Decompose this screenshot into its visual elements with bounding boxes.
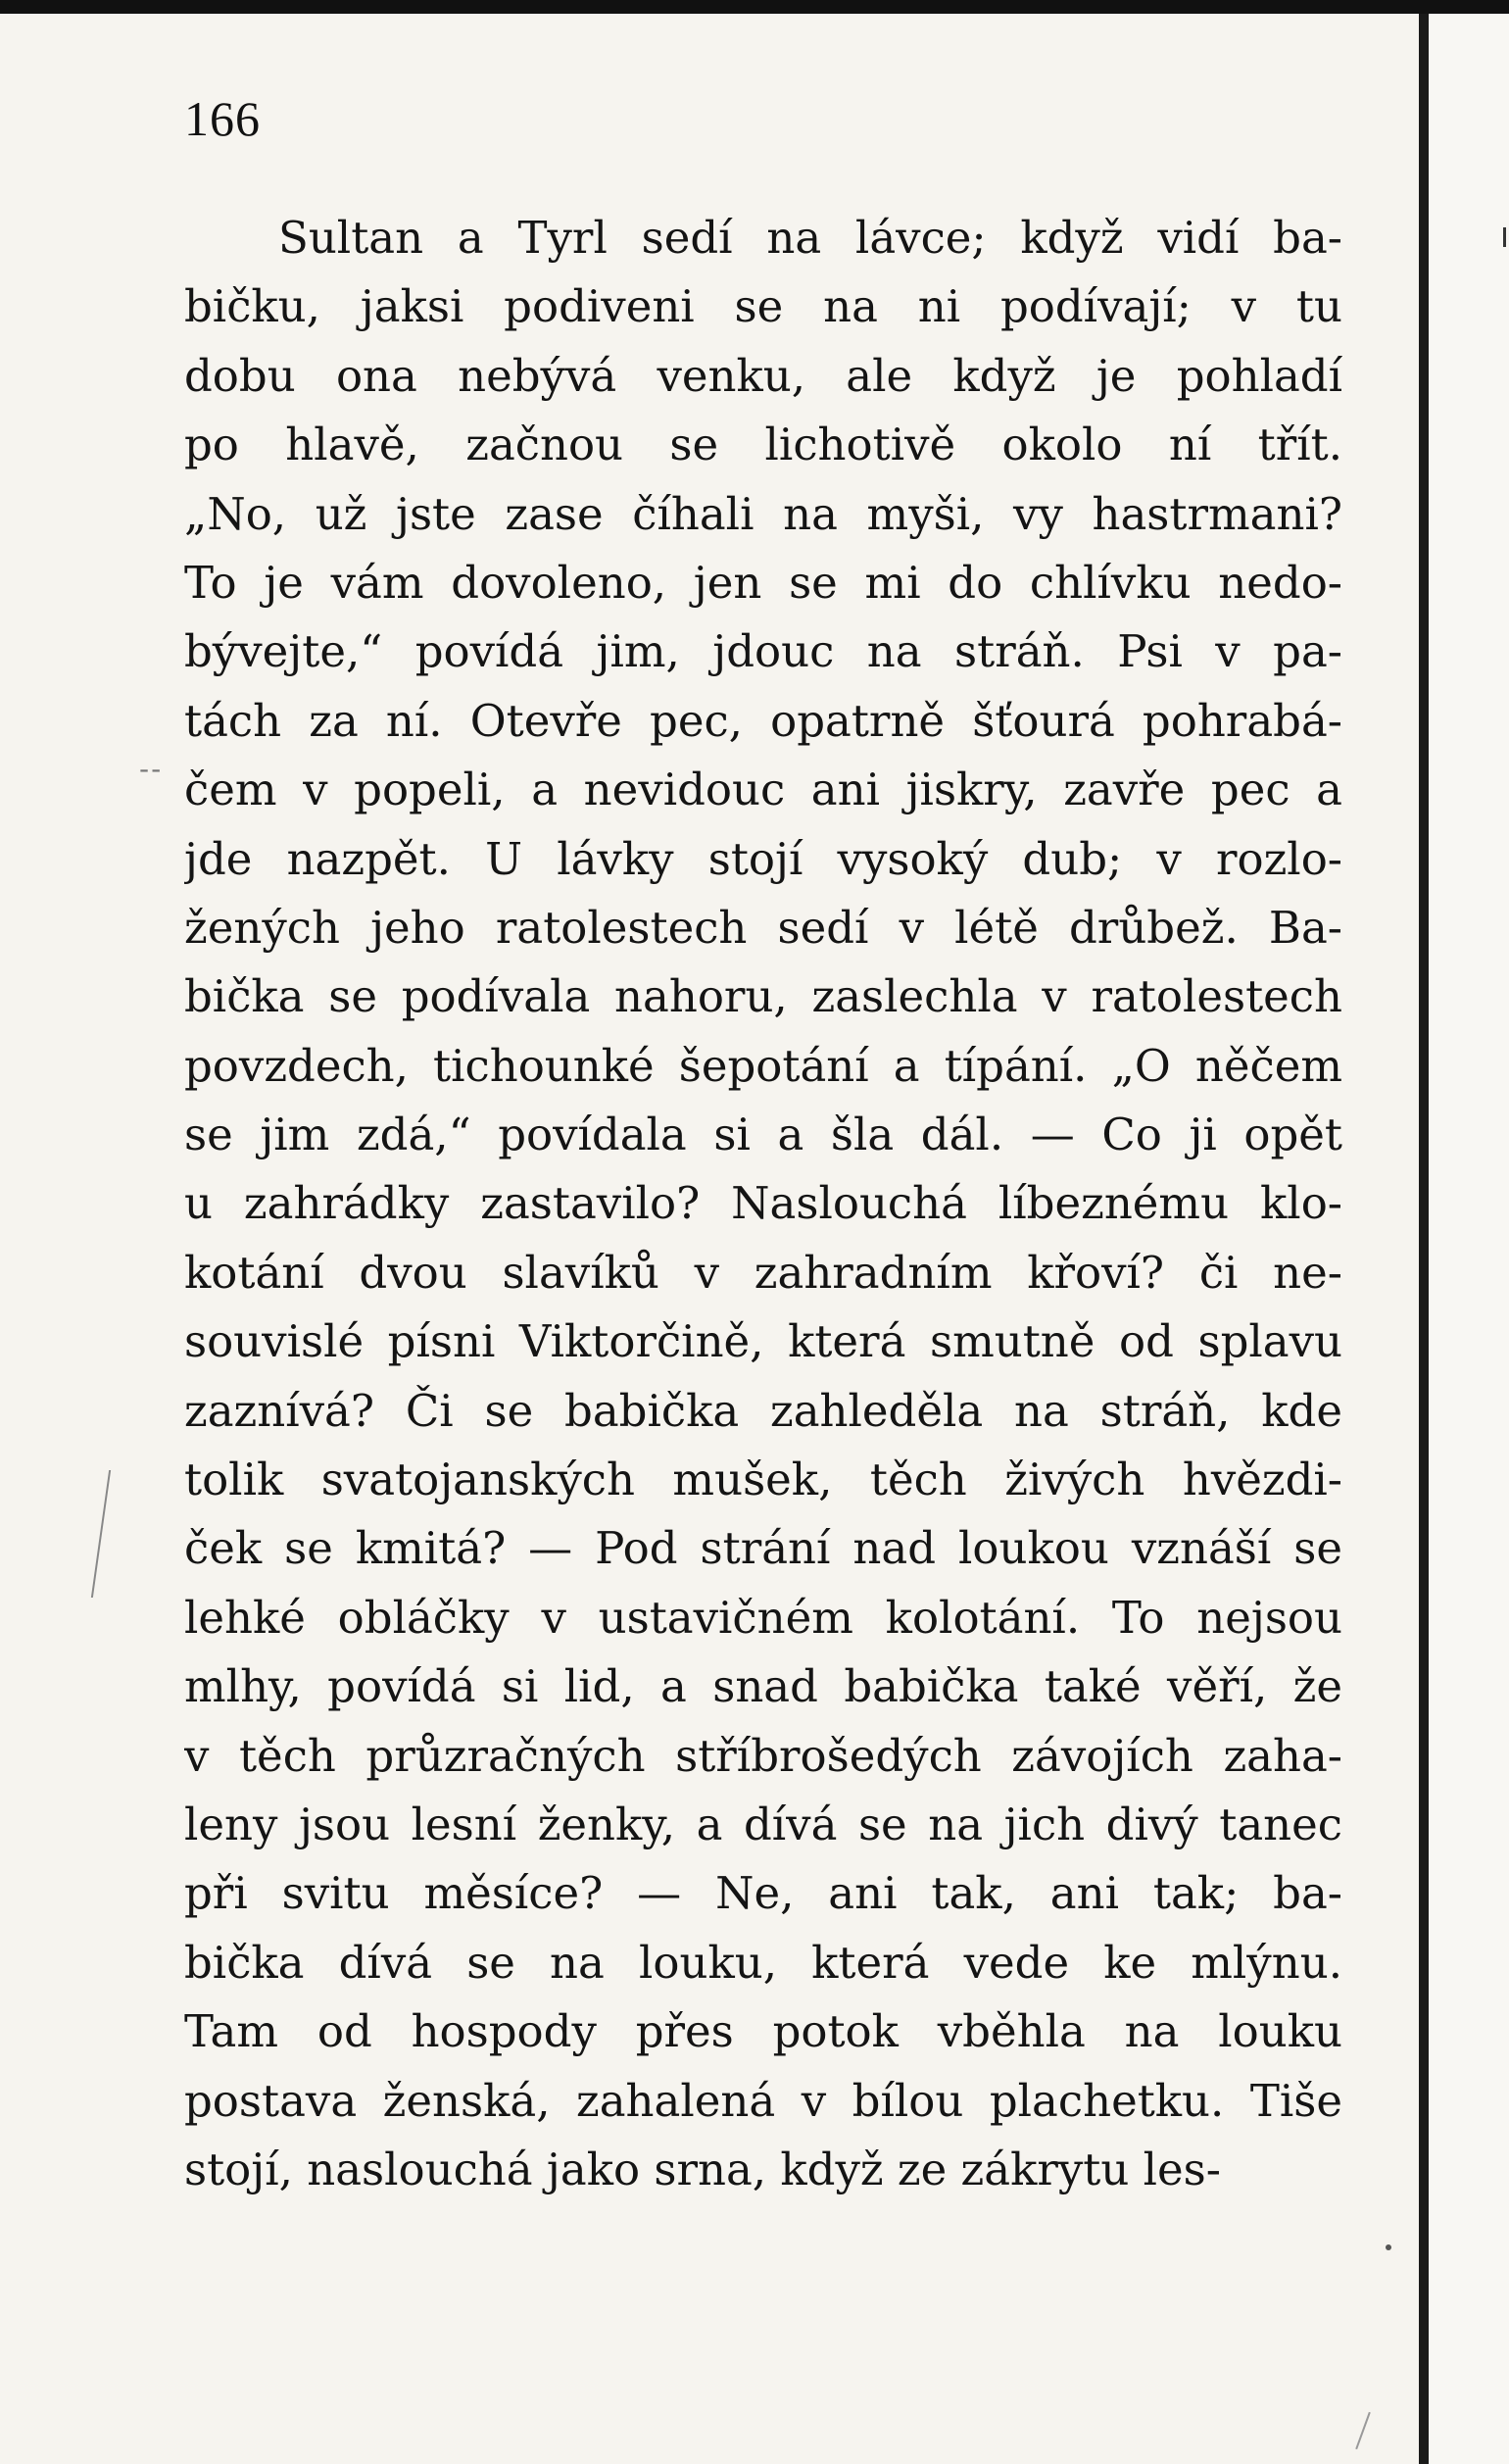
text-line: kotání dvou slavíků v zahradním křoví? či ne-	[184, 1246, 1342, 1299]
text-line: povzdech, tichounké šepotání a típání. „O něčem	[184, 1039, 1342, 1092]
page-number: 166	[184, 91, 261, 146]
text-line: mlhy, povídá si lid, a snad babička také věří, že	[184, 1660, 1342, 1713]
body-text	[184, 204, 1342, 2204]
text-line: bičku, jaksi podiveni se na ni podívají; v tu	[184, 280, 1342, 333]
text-line: Tam od hospody přes potok vběhla na louku	[184, 2005, 1342, 2058]
text-line: ček se kmitá? — Pod strání nad loukou vznáší se	[184, 1522, 1342, 1575]
facing-page-edge	[1429, 14, 1509, 2464]
text-line: Sultan a Tyrl sedí na lávce; když vidí ba-	[278, 212, 1342, 264]
text-line: tolik svatojanských mušek, těch živých hvězdi-	[184, 1454, 1342, 1506]
text-line: u zahrádky zastavilo? Naslouchá líbeznému klo-	[184, 1177, 1342, 1230]
text-line: po hlavě, začnou se lichotivě okolo ní třít.	[184, 419, 1342, 471]
ink-dot	[1386, 2244, 1391, 2250]
text-line: jde nazpět. U lávky stojí vysoký dub; v rozlo-	[184, 832, 1342, 885]
text-line: „No, už jste zase číhali na myši, vy hastrmani?	[184, 487, 1342, 540]
text-line: bička se podívala nahoru, zaslechla v ratolestech	[184, 970, 1342, 1023]
text-line: souvislé písni Viktorčině, která smutně od splavu	[184, 1315, 1342, 1368]
text-line: To je vám dovoleno, jen se mi do chlívku nedo-	[184, 556, 1342, 609]
text-line: žených jeho ratolestech sedí v létě drůbež. Ba-	[184, 901, 1342, 954]
text-line: v těch průzračných stříbrošedých závojích zaha-	[184, 1729, 1342, 1782]
margin-tick-mark	[1503, 227, 1506, 247]
text-line: bička dívá se na louku, která vede ke mlýnu.	[184, 1936, 1342, 1989]
text-line: stojí, naslouchá jako srna, když ze zákrytu les-	[184, 2143, 1221, 2195]
scratch-mark	[1355, 2412, 1371, 2449]
text-line: dobu ona nebývá venku, ale když je pohladí	[184, 349, 1342, 402]
text-line: tách za ní. Otevře pec, opatrně šťourá pohrabá-	[184, 694, 1342, 747]
text-line: lehké obláčky v ustavičném kolotání. To nejsou	[184, 1591, 1342, 1644]
scan-top-edge	[0, 0, 1509, 14]
margin-dash-mark: ‑‑	[139, 753, 164, 785]
margin-pencil-stroke	[91, 1470, 115, 1598]
text-line: zaznívá? Či se babička zahleděla na stráň, kde	[184, 1384, 1342, 1437]
text-line: leny jsou lesní ženky, a dívá se na jich divý tanec	[184, 1798, 1342, 1850]
text-line: postava ženská, zahalená v bílou plachetku. Tiše	[184, 2074, 1342, 2127]
text-line: se jim zdá,“ povídala si a šla dál. — Co ji opět	[184, 1109, 1342, 1161]
text-line: bývejte,“ povídá jim, jdouc na stráň. Psi v pa-	[184, 625, 1342, 678]
text-line: čem v popeli, a nevidouc ani jiskry, zavře pec a	[184, 764, 1342, 816]
book-spine-shadow	[1419, 14, 1429, 2464]
text-line: při svitu měsíce? — Ne, ani tak, ani tak; ba-	[184, 1867, 1342, 1920]
